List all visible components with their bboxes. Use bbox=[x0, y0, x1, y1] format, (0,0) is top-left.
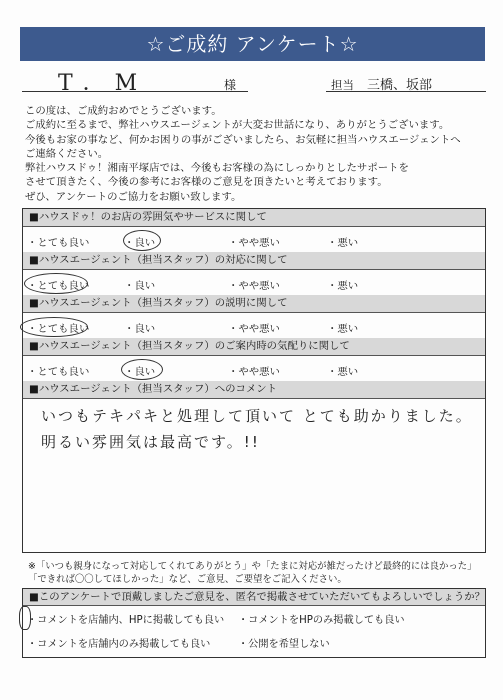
question-3-heading: ■ハウスエージェント（担当スタッフ）の説明に関して bbox=[23, 295, 485, 313]
q2-option-bad[interactable]: ・悪い bbox=[327, 280, 359, 292]
q2-option-good[interactable]: ・良い bbox=[124, 280, 156, 292]
q1-option-somewhat-bad[interactable]: ・やや悪い bbox=[228, 237, 280, 249]
q2-option-somewhat-bad[interactable]: ・やや悪い bbox=[228, 280, 280, 292]
customer-name: T．M bbox=[58, 71, 148, 96]
q4-option-good[interactable]: ・良い bbox=[124, 366, 156, 378]
q4-selected-circle bbox=[121, 359, 163, 380]
question-4 bbox=[23, 338, 485, 382]
intro-text: この度は、ご成約おめでとうございます。 ご成約に至るまで、弊社ハウスエージェントが大変お世話になり、ありがとうございます。 今後もお家の事など、何かお困りの事がございましたら、お気軽に担当ハウスエージェントへ ご連絡ください。 弊社ハウスドゥ！湘南平塚店では、今後もお客様の為にしっかりとしたサポートを させて頂きたく、今後の参考にお客様のご意見を頂きたいと考えております。 ぜひ、アンケートのご協力をお願い致します。 bbox=[25, 105, 461, 203]
question-2-heading: ■ハウスエージェント（担当スタッフ）の対応に関して bbox=[23, 252, 485, 270]
staff-label: 担当 bbox=[331, 78, 354, 92]
question-1 bbox=[23, 209, 485, 253]
q1-selected-circle bbox=[123, 230, 161, 251]
survey-box bbox=[22, 208, 486, 553]
publication-box bbox=[22, 588, 486, 658]
comment-line-2: 明るい雰囲気は最高です。!! bbox=[41, 433, 260, 451]
question-3 bbox=[23, 295, 485, 339]
q3-option-very-good[interactable]: ・とても良い bbox=[27, 323, 90, 335]
pub-selected-mark bbox=[19, 606, 31, 630]
staff-names: 三橋、坂部 bbox=[367, 78, 433, 93]
q1-option-good[interactable]: ・良い bbox=[124, 237, 156, 249]
customer-underline bbox=[22, 91, 248, 92]
q1-option-bad[interactable]: ・悪い bbox=[327, 237, 359, 249]
q3-option-somewhat-bad[interactable]: ・やや悪い bbox=[228, 323, 280, 335]
customer-honorific: 様 bbox=[224, 78, 237, 92]
q3-option-good[interactable]: ・良い bbox=[124, 323, 156, 335]
comment-note: ※「いつも親身になって対応してくれてありがとう」や「たまに対応が雑だったけど最終的には良かった」 「できれば〇〇してほしかった」など、ご意見、ご要望をご記入ください。 bbox=[28, 561, 477, 585]
q2-selected-circle bbox=[24, 273, 88, 294]
comment-section bbox=[23, 381, 485, 552]
q1-option-very-good[interactable]: ・とても良い bbox=[27, 237, 90, 249]
pub-option-no-publish[interactable]: ・公開を希望しない bbox=[238, 639, 330, 650]
question-2 bbox=[23, 252, 485, 296]
pub-option-hp-only[interactable]: ・コメントをHPのみ掲載しても良い bbox=[238, 615, 405, 626]
comment-line-1: いつもテキパキと処理して頂いて とても助かりました。 bbox=[41, 407, 473, 425]
question-4-heading: ■ハウスエージェント（担当スタッフ）のご案内時の気配りに関して bbox=[23, 338, 485, 356]
q3-option-bad[interactable]: ・悪い bbox=[327, 323, 359, 335]
pub-option-store-only[interactable]: ・コメントを店舗内のみ掲載しても良い bbox=[27, 639, 211, 650]
q4-option-bad[interactable]: ・悪い bbox=[327, 366, 359, 378]
page-title: ☆ご成約 アンケート☆ bbox=[20, 27, 485, 61]
comment-heading: ■ハウスエージェント（担当スタッフ）へのコメント bbox=[23, 381, 485, 399]
q2-option-very-good[interactable]: ・とても良い bbox=[27, 280, 90, 292]
question-1-heading: ■ハウスドゥ！のお店の雰囲気やサービスに関して bbox=[23, 209, 485, 227]
q4-option-somewhat-bad[interactable]: ・やや悪い bbox=[228, 366, 280, 378]
staff-underline bbox=[326, 91, 486, 92]
pub-option-store-and-hp[interactable]: ・コメントを店舗内、HPに掲載しても良い bbox=[27, 615, 225, 626]
publication-heading: ■このアンケートで頂戴しましたご意見を、匿名で掲載させていただいてもよろしいでしょうか？ bbox=[23, 589, 485, 606]
q4-option-very-good[interactable]: ・とても良い bbox=[27, 366, 90, 378]
q3-selected-circle bbox=[20, 317, 88, 337]
